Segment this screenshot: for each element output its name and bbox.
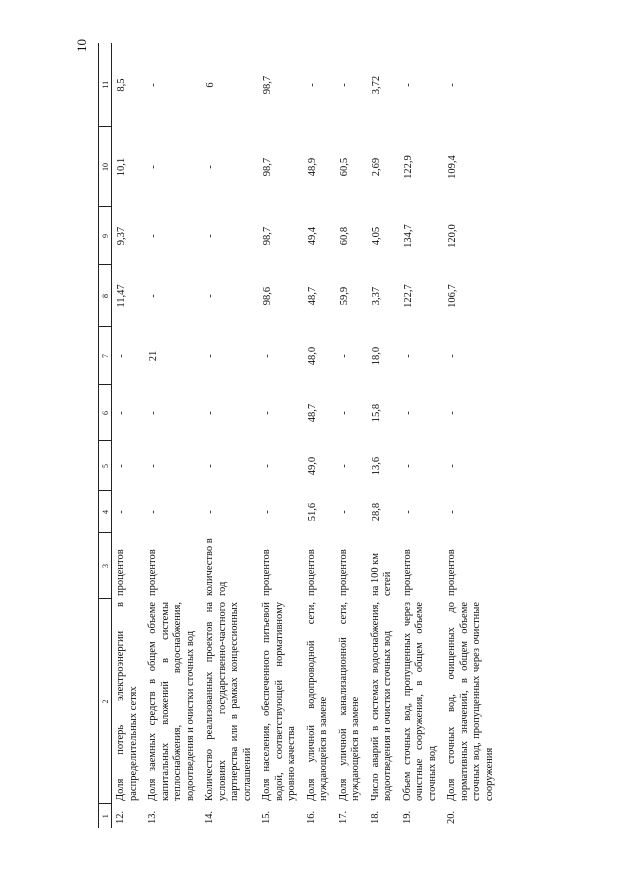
value-cell: -	[338, 464, 350, 468]
value-cell: 49,0	[306, 456, 318, 476]
value-cell: -	[447, 354, 458, 358]
row-number: 15.	[261, 810, 272, 824]
rotated-page-content	[74, 39, 618, 828]
unit: на 100 км сетей	[369, 552, 393, 596]
value-cell: 49,4	[306, 226, 318, 246]
value-cell: 3,37	[370, 286, 382, 306]
table-row	[367, 43, 399, 828]
value-cell: -	[205, 354, 216, 358]
table-row	[443, 43, 500, 828]
value-cell: 48,7	[306, 286, 318, 306]
indicator-name: Доля заемных средств в общем объеме капитальных вложений в системы теплоснабжения, водоснабжения, водоотведения и очистки сточных вод	[147, 602, 196, 801]
row-number: 19.	[401, 810, 413, 824]
indicator-name: Доля уличной водопроводной сети, нуждающейся в замене	[305, 602, 329, 801]
value-cell: 59,9	[338, 286, 350, 306]
value-cell: 60,5	[338, 157, 350, 177]
value-cell: 134,7	[402, 224, 414, 248]
value-cell: 11,47	[116, 284, 127, 308]
value-cell: -	[402, 83, 414, 87]
value-cell: 6	[205, 82, 216, 88]
unit: процентов	[147, 549, 158, 596]
value-cell: -	[205, 234, 216, 238]
value-cell: 18,0	[370, 346, 382, 366]
column-header: 10	[99, 127, 112, 207]
unit: процентов	[337, 549, 349, 596]
table-row	[303, 43, 335, 828]
value-cell: 48,9	[306, 157, 318, 177]
column-header: 7	[99, 327, 112, 385]
column-header: 8	[99, 265, 112, 327]
row-number: 13.	[147, 810, 158, 824]
value-cell: -	[402, 411, 414, 415]
value-cell: -	[447, 83, 458, 87]
unit: количество в год	[204, 538, 228, 596]
value-cell: 48,7	[306, 403, 318, 423]
value-cell: 98,7	[262, 157, 273, 177]
value-cell: -	[262, 354, 273, 358]
value-cell: -	[205, 411, 216, 415]
value-cell: -	[447, 411, 458, 415]
table-row	[201, 43, 258, 828]
value-cell: 98,7	[262, 226, 273, 246]
value-cell: 28,8	[370, 502, 382, 522]
table-row	[399, 43, 444, 828]
row-number: 16.	[305, 810, 317, 824]
value-cell: -	[338, 510, 350, 514]
value-cell: -	[306, 83, 318, 87]
row-number: 20.	[446, 810, 457, 824]
value-cell: 98,6	[262, 286, 273, 306]
value-cell: -	[148, 234, 159, 238]
value-cell: -	[116, 354, 127, 358]
value-cell: -	[447, 464, 458, 468]
value-cell: 3,72	[370, 75, 382, 95]
value-cell: 98,7	[262, 75, 273, 95]
value-cell: -	[205, 464, 216, 468]
value-cell: -	[447, 510, 458, 514]
value-cell: -	[338, 83, 350, 87]
indicator-name: Объем сточных вод, пропущенных через очистные сооружения, в общем объеме сточных вод	[401, 602, 438, 801]
indicator-name: Количество реализованных проектов на условиях государственно-частного партнерства или в рамках концессионных соглашений	[204, 602, 253, 801]
indicators-table	[98, 43, 500, 828]
value-cell: -	[338, 354, 350, 358]
value-cell: 8,5	[116, 78, 127, 92]
value-cell: 48,0	[306, 346, 318, 366]
value-cell: 120,0	[447, 224, 458, 248]
unit: процентов	[446, 549, 457, 596]
value-cell: 51,6	[306, 502, 318, 522]
value-cell: 122,7	[402, 284, 414, 308]
column-header: 5	[99, 441, 112, 491]
value-cell: -	[262, 464, 273, 468]
value-cell: 4,05	[370, 226, 382, 246]
column-header: 3	[99, 533, 112, 599]
value-cell: 122,9	[402, 155, 414, 179]
value-cell: 21	[148, 350, 159, 362]
table-row	[258, 43, 303, 828]
value-cell: -	[205, 165, 216, 169]
value-cell: -	[116, 464, 127, 468]
unit: процентов	[115, 549, 126, 596]
value-cell: 10,1	[116, 157, 127, 177]
value-cell: -	[338, 411, 350, 415]
indicator-name: Число аварий в системах водоснабжения, водоотведения и очистки сточных вод	[369, 602, 393, 801]
value-cell: -	[262, 510, 273, 514]
value-cell: -	[148, 165, 159, 169]
column-header: 2	[99, 599, 112, 804]
value-cell: 2,69	[370, 157, 382, 177]
table-row	[335, 43, 367, 828]
value-cell: -	[262, 411, 273, 415]
value-cell: -	[148, 411, 159, 415]
row-number: 12.	[115, 810, 126, 824]
row-number: 14.	[204, 810, 215, 824]
table-row	[112, 43, 145, 828]
value-cell: 60,8	[338, 226, 350, 246]
value-cell: -	[148, 83, 159, 87]
value-cell: 109,4	[447, 155, 458, 179]
value-cell: -	[205, 294, 216, 298]
column-header: 4	[99, 491, 112, 533]
row-number: 17.	[337, 810, 349, 824]
unit: процентов	[401, 549, 413, 596]
column-header: 1	[99, 804, 112, 828]
value-cell: -	[148, 294, 159, 298]
value-cell: -	[402, 354, 414, 358]
indicator-name: Доля сточных вод, очищенных до нормативных значений, в общем объеме сточных вод, пропущенных через очистные сооружения	[446, 602, 495, 801]
value-cell: -	[402, 510, 414, 514]
value-cell: -	[116, 510, 127, 514]
column-header: 9	[99, 207, 112, 265]
value-cell: -	[148, 464, 159, 468]
page-number: 10	[74, 39, 89, 52]
value-cell: -	[402, 464, 414, 468]
value-cell: 15,8	[370, 403, 382, 423]
unit: процентов	[261, 549, 272, 596]
column-header: 6	[99, 385, 112, 441]
value-cell: -	[116, 411, 127, 415]
indicator-name: Доля потерь электроэнергии в распределительных сетях	[115, 602, 139, 801]
unit: процентов	[305, 549, 317, 596]
column-header: 11	[99, 43, 112, 127]
indicator-name: Доля населения, обеспеченного питьевой водой, соответствующей нормативному уровню качества	[261, 602, 297, 801]
value-cell: -	[148, 510, 159, 514]
column-number-row	[99, 43, 112, 828]
value-cell: 106,7	[447, 284, 458, 308]
value-cell: 13,6	[370, 456, 382, 476]
value-cell: 9,37	[116, 226, 127, 246]
table-row	[144, 43, 201, 828]
indicator-name: Доля уличной канализационной сети, нуждающейся в замене	[337, 602, 361, 801]
value-cell: -	[205, 510, 216, 514]
row-number: 18.	[369, 810, 381, 824]
